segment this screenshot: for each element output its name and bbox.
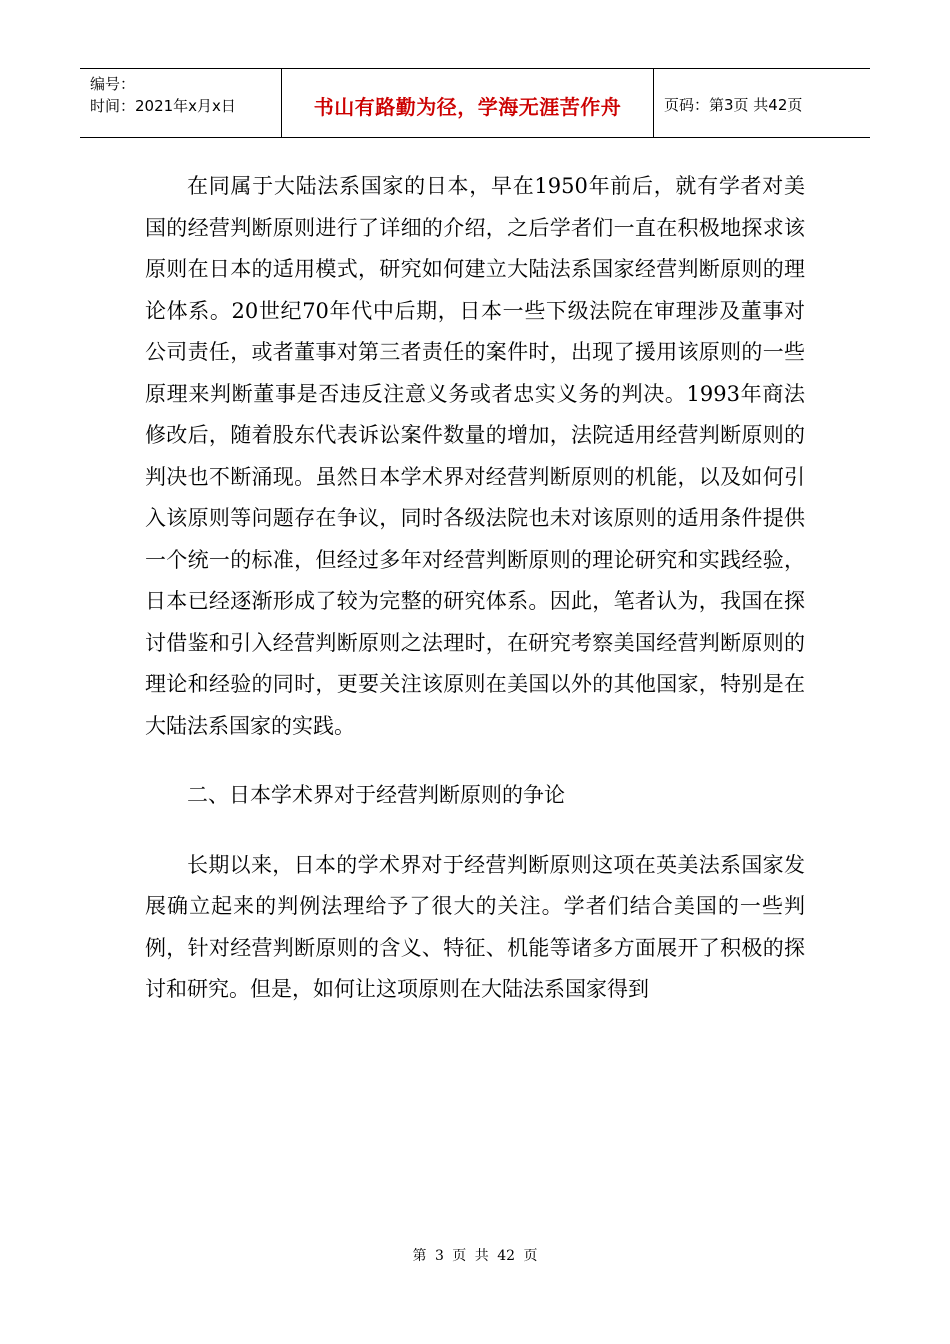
header-meta (80, 69, 282, 137)
serial-label: 编号： (90, 75, 136, 93)
header-page-info: 页码：第3页 共42页 (664, 95, 803, 114)
paragraph-1: 在同属于大陆法系国家的日本，早在1950年前后，就有学者对美国的经营判断原则进行了详细的介绍，之后学者们一直在积极地探求该原则在日本的适用模式，研究如何建立大陆法系国家经营判断原则的理论体系。20世纪70年代中后期，日本一些下级法院在审理涉及董事对公司责任，或者董事对第三者责任的案件时，出现了援用该原则的一些原理来判断董事是否违反注意义务或者忠实义务的判决。1993年商法修改后，随着股东代表诉讼案件数量的增加，法院适用经营判断原则的判决也不断涌现。虽然日本学术界对经营判断原则的机能，以及如何引入该原则等问题存在争议，同时各级法院也未对该原则的适用条件提供一个统一的标准，但经过多年对经营判断原则的理论研究和实践经验，日本已经逐渐形成了较为完整的研究体系。因此，笔者认为，我国在探讨借鉴和引入经营判断原则之法理时，在研究考察美国经营判断原则的理论和经验的同时，更要关注该原则在美国以外的其他国家，特别是在大陆法系国家的实践。 (145, 174, 805, 738)
document-body (145, 166, 805, 1011)
header-motto: 书山有路勤为径，学海无涯苦作舟 (313, 94, 622, 119)
header-motto-cell (282, 69, 654, 137)
date-label: 时间：2021年x月x日 (90, 97, 236, 115)
paragraph-2: 长期以来，日本的学术界对于经营判断原则这项在英美法系国家发展确立起来的判例法理给予了很大的关注。学者们结合美国的一些判例，针对经营判断原则的含义、特征、机能等诸多方面展开了积极的探讨和研究。但是，如何让这项原则在大陆法系国家得到 (145, 852, 805, 1001)
section-heading: 二、日本学术界对于经营判断原则的争论 (187, 783, 565, 807)
page-header (80, 68, 870, 138)
page-footer: 第 3 页 共 42 页 (412, 1248, 538, 1264)
